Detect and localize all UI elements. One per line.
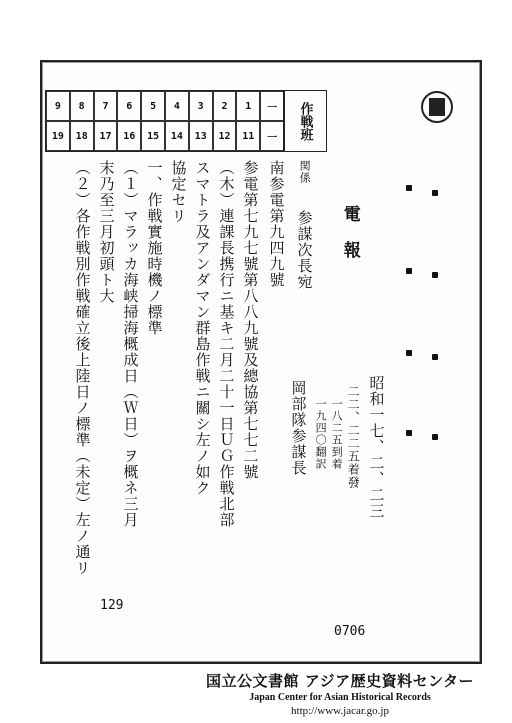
body-line: 末乃至三月初頭ト大 (97, 160, 116, 304)
body-line: 参電第七九七號第八八九號及總協第七七二號 (241, 160, 260, 480)
telegram-numbers-1: 二二、二二五着發 (346, 385, 361, 489)
grid-cell: 7 (94, 91, 118, 121)
telegram-numbers-2: 一八二五到着 (330, 398, 344, 470)
grid-cell: 5 (141, 91, 165, 121)
grid-cell: 18 (70, 121, 94, 151)
footer-title: 国立公文書館 アジア歴史資料センター (205, 672, 475, 690)
grid-cell: 12 (213, 121, 237, 151)
body-line: （１）マラッカ海峡掃海概成日（Ｗ日）ヲ概ネ三月 (121, 160, 140, 528)
telegram-heading: 電 報 (339, 205, 360, 259)
grid-cell: 14 (165, 121, 189, 151)
grid-cell: 15 (141, 121, 165, 151)
sakusen-stamp (283, 90, 327, 152)
seal-stamp-icon (415, 88, 459, 126)
document-number: 0706 (334, 624, 366, 639)
body-line: 一、作戦實施時機ノ標準 (145, 160, 164, 336)
grid-cell: 17 (94, 121, 118, 151)
routing-grid (45, 90, 285, 152)
body-line: スマトラ及アンダマン群島作戦ニ關シ左ノ如ク (193, 160, 212, 496)
grid-cell: 13 (189, 121, 213, 151)
grid-cell: 9 (46, 91, 70, 121)
telegram-numbers-3: 一九四〇翻訳 (314, 398, 328, 470)
grid-cell: 一 (260, 121, 284, 151)
footer-url[interactable]: http://www.jacar.go.jp (291, 705, 389, 717)
body-line: 協定セリ (169, 160, 188, 224)
archive-footer (190, 670, 490, 717)
grid-cell: 6 (117, 91, 141, 121)
telegram-date: 昭和一七、二、二三 (367, 375, 386, 519)
telegram-code: 南参電第九四九號 (267, 160, 286, 288)
grid-cell: 一 (260, 91, 284, 121)
grid-cell: 2 (213, 91, 237, 121)
grid-cell: 11 (236, 121, 260, 151)
footer-subtitle: Japan Center for Asian Historical Records (249, 692, 431, 703)
stamp-label: 作戦班 (297, 101, 313, 141)
page-number: 129 (100, 598, 124, 613)
grid-cell: 3 (189, 91, 213, 121)
body-line: （木）連課長携行ニ基キ二月二十一日ＵＧ作戦北部 (217, 160, 236, 528)
grid-cell: 8 (70, 91, 94, 121)
body-line: （２）各作戦別作戦確立後上陸日ノ標準（未定）左ノ通リ (73, 160, 92, 576)
stamp-bottom: 関係 (298, 160, 312, 184)
telegram-sender: 岡部隊参謀長 (289, 380, 308, 476)
grid-cell: 4 (165, 91, 189, 121)
grid-cell: 19 (46, 121, 70, 151)
grid-cell: 16 (117, 121, 141, 151)
telegram-recipient: 参謀次長宛 (295, 210, 314, 290)
grid-cell: 1 (236, 91, 260, 121)
